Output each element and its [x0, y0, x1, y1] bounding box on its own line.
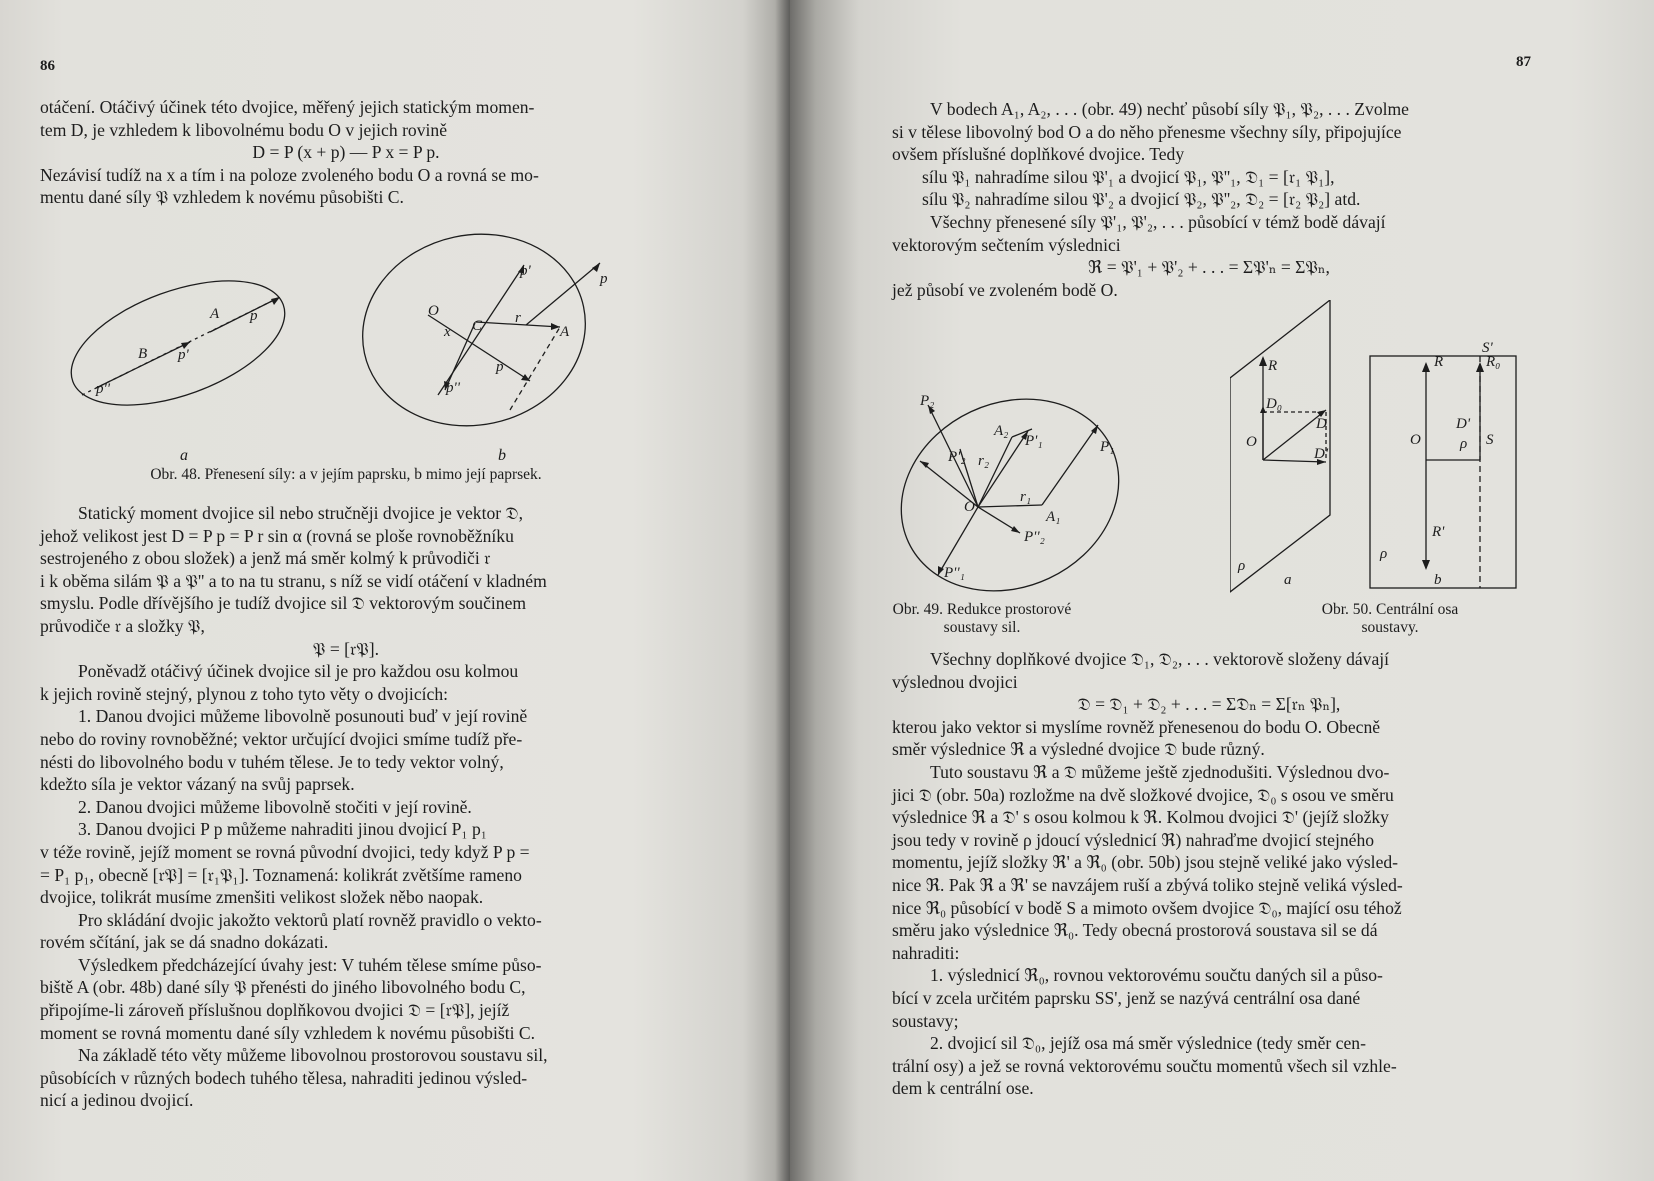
text-line: 1. výslednicí ℜ₀, rovnou vektorovému součtu daných sil a půso-: [930, 965, 1383, 986]
left-intro: [40, 96, 652, 209]
fig48a-label-A: A: [210, 306, 220, 322]
text-line: i k oběma silám 𝔓 a 𝔓'' a to na tu stranu, s níž se vidí otáčení v kladném: [40, 570, 547, 591]
text-line: momentu, jejíž složky ℜ' a ℜ₀ (obr. 50b) jsou stejně veliké jako výsled-: [892, 852, 1399, 873]
fig50a-label-D: D: [1316, 416, 1327, 432]
text-line: tem D, je vzhledem k libovolnému bodu O v jejich rovině: [40, 119, 448, 140]
formula-moment: D = P (x + p) — P x = P p.: [252, 142, 440, 163]
fig48a-label-p-prime: p': [178, 347, 189, 363]
fig48-sublabel-b: b: [498, 447, 506, 464]
text-line: Tuto soustavu ℜ a 𝔇 můžeme ještě zjednodušiti. Výslednou dvo-: [930, 761, 1390, 782]
fig50a-sublabel: a: [1284, 572, 1292, 588]
text-line: nebo do roviny rovnoběžné; vektor určující dvojici smíme tudíž pře-: [40, 728, 523, 749]
fig50b-sublabel: b: [1434, 572, 1442, 588]
fig48b-label-x: x: [444, 324, 451, 340]
text-line: Nezávisí tudíž na x a tím i na poloze zvoleného bodu O a rovná se mo-: [40, 164, 539, 185]
caption-line: soustavy.: [1361, 619, 1419, 636]
left-page: [0, 0, 790, 1181]
fig50b-label-R0: R₀: [1486, 354, 1501, 370]
formula-couple: 𝔇 = 𝔇₁ + 𝔇₂ + . . . = Σ𝔇ₙ = Σ[𝔯ₙ 𝔓ₙ],: [1077, 694, 1341, 715]
text-line: jsou tedy v rovině ρ jdoucí výslednicí ℜ) nahraďme dvojicí stejného: [892, 829, 1375, 850]
fig50b-label-S: S: [1486, 432, 1494, 448]
text-line: nicí a jedinou dvojicí.: [40, 1090, 194, 1111]
fig48b-label-O: O: [428, 303, 439, 319]
fig49-label-P2-double: P''₂: [1024, 529, 1045, 545]
text-line: sílu 𝔓₂ nahradíme silou 𝔓'₂ a dvojicí 𝔓₂, 𝔓''₂, 𝔇₂ = [𝔯₂ 𝔓₂] atd.: [922, 189, 1361, 210]
fig49-label-r2: r₂: [978, 453, 990, 469]
figure-48: [60, 215, 660, 440]
text-line: kdežto síla je vektor vázaný na svůj paprsek.: [40, 774, 355, 795]
fig50b-label-D-prime: D': [1456, 416, 1471, 432]
fig49-label-P1-double: P''₁: [944, 565, 965, 581]
fig49-label-O: O: [964, 499, 975, 515]
text-line: jež působí ve zvoleném bodě O.: [892, 279, 1118, 300]
text-line: si v tělese libovolný bod O a do něho přenesme všechny síly, připojujíce: [892, 121, 1402, 142]
text-line: Statický moment dvojice sil nebo stručněji dvojice je vektor 𝔇,: [78, 503, 523, 523]
text-line: rovém sčítání, jak se dá snadno dokázati.: [40, 932, 329, 953]
fig49-label-P2-prime: P'₂: [948, 449, 966, 465]
fig50b-label-rho: ρ: [1380, 546, 1388, 562]
text-line: V bodech A₁, A₂, . . . (obr. 49) nechť působí síly 𝔓₁, 𝔓₂, . . . Zvolme: [930, 99, 1409, 119]
text-line: směr výslednice ℜ a výsledné dvojice 𝔇 bude různý.: [892, 739, 1265, 760]
page-number-right: 87: [1516, 54, 1531, 70]
right-body: [892, 648, 1526, 1100]
fig49-label-P1: P₁: [1100, 439, 1115, 455]
text-line: jehož velikost jest D = P p = P r sin α (rovná se ploše rovnoběžníku: [40, 525, 514, 546]
fig48a-label-p: p: [250, 308, 258, 324]
text-line: nice ℜ₀ působící v bodě S a mimoto ovšem dvojice 𝔇₀, mající osu téhož: [892, 897, 1402, 918]
fig50b-label-rho-mid: ρ: [1460, 436, 1468, 452]
fig50b-label-R: R: [1434, 354, 1444, 370]
fig48b-label-p-lower: p: [496, 359, 504, 375]
fig48-sublabel-a: a: [180, 447, 188, 464]
fig50a-label-O: O: [1246, 434, 1257, 450]
fig50b-label-S-prime: S': [1482, 340, 1493, 356]
formula-product: 𝔓 = [𝔯𝔓].: [312, 638, 380, 659]
text-line: působících v různých bodech tuhého tělesa, nahraditi jedinou výsled-: [40, 1067, 528, 1088]
caption-line: soustavy sil.: [943, 619, 1021, 636]
right-intro: [892, 98, 1526, 301]
text-line: ovšem příslušné doplňkové dvojice. Tedy: [892, 144, 1185, 165]
text-line: 2. Danou dvojici můžeme libovolně stočiti v její rovině.: [78, 796, 472, 817]
text-line: připojíme-li zároveň příslušnou doplňkovou dvojici 𝔇 = [𝔯𝔓], jejíž: [40, 1000, 510, 1021]
text-line: 1. Danou dvojici můžeme libovolně posunouti buď v její rovině: [78, 706, 528, 727]
right-page: [790, 0, 1654, 1181]
fig50a-label-rho: ρ: [1238, 558, 1246, 574]
text-line: výslednou dvojici: [892, 671, 1018, 692]
fig50a-label-R: R: [1268, 358, 1278, 374]
fig48b-label-p-prime: p': [520, 263, 531, 279]
fig50a-label-D0: D₀: [1266, 396, 1283, 412]
page-number-left: 86: [40, 58, 55, 74]
text-line: = P₁ p₁, obecně [𝔯𝔓] = [𝔯₁𝔓₁]. Toznamená: kolikrát zvětšíme rameno: [40, 864, 522, 885]
text-line: Pro skládání dvojic jakožto vektorů platí rovněž pravidlo o vekto-: [78, 909, 542, 930]
plane-rho-b: [1370, 356, 1516, 588]
fig48a-label-p-double: p'': [96, 381, 110, 397]
text-line: průvodiče 𝔯 a složky 𝔓,: [40, 615, 205, 636]
ellipse-a: [60, 256, 301, 430]
formula-resultant: ℜ = 𝔓'₁ + 𝔓'₂ + . . . = Σ𝔓'ₙ = Σ𝔓ₙ,: [1088, 257, 1330, 278]
text-line: v téže rovině, jejíž moment se rovná původní dvojici, tedy když P p =: [40, 841, 530, 862]
text-line: trální osy) a jež se rovná vektorovému součtu momentů všech sil vzhle-: [892, 1055, 1397, 1076]
text-line: moment se rovná momentu dané síly vzhledem k novému působišti C.: [40, 1022, 535, 1043]
text-line: soustavy;: [892, 1010, 959, 1031]
figure-50: [1230, 300, 1570, 598]
text-line: Poněvadž otáčivý účinek dvojice sil je pro každou osu kolmou: [78, 661, 519, 682]
text-line: Na základě této věty můžeme libovolnou prostorovou soustavu sil,: [78, 1045, 548, 1066]
fig49-label-r1: r₁: [1020, 489, 1032, 505]
text-line: vektorovým sečtením výslednici: [892, 234, 1121, 255]
fig48a-label-B: B: [138, 346, 148, 362]
text-line: k jejich rovině stejný, plynou z toho tyto věty o dvojicích:: [40, 683, 449, 704]
text-line: nésti do libovolného bodu v tuhém tělese. Je to tedy vektor volný,: [40, 751, 504, 772]
fig48-caption: Obr. 48. Přenesení síly: a v jejím paprsku, b mimo její paprsek.: [150, 466, 542, 483]
text-line: Všechny doplňkové dvojice 𝔇₁, 𝔇₂, . . . vektorově složeny dávají: [930, 649, 1390, 669]
text-line: smyslu. Podle dřívějšího je tudíž dvojice sil 𝔇 vektorovým součinem: [40, 593, 527, 614]
text-line: 3. Danou dvojici P p můžeme nahraditi jinou dvojicí P₁ p₁: [78, 819, 487, 840]
text-line: sestrojeného z obou složek) a jenž má směr kolmý k průvodiči 𝔯: [40, 548, 491, 569]
fig49-label-A1: A₁: [1046, 509, 1061, 525]
text-line: kterou jako vektor si myslíme rovněž přenesenou do bodu O. Obecně: [892, 716, 1381, 737]
text-line: 2. dvojicí sil 𝔇₀, jejíž osa má směr výslednice (tedy směr cen-: [930, 1033, 1366, 1054]
left-body: [40, 502, 652, 1112]
fig49-caption: [852, 601, 1112, 637]
text-line: sílu 𝔓₁ nahradíme silou 𝔓'₁ a dvojicí 𝔓₁, 𝔓''₁, 𝔇₁ = [𝔯₁ 𝔓₁],: [922, 166, 1335, 187]
fig48b-label-A: A: [560, 324, 570, 340]
fig48b-label-C: C: [472, 318, 483, 334]
text-line: bící v zcela určitém paprsku SS', jenž se nazývá centrální osa dané: [892, 987, 1361, 1008]
text-line: dem k centrální ose.: [892, 1078, 1034, 1099]
fig50b-label-R-prime: R': [1432, 524, 1445, 540]
text-line: směru jako výslednice ℜ₀. Tedy obecná prostorová soustava sil se dá: [892, 920, 1378, 941]
text-line: jici 𝔇 (obr. 50a) rozložme na dvě složkové dvojice, 𝔇₀ s osou ve směru: [892, 784, 1394, 805]
fig50a-label-D-prime: D': [1314, 446, 1329, 462]
ellipse-49: [890, 395, 1130, 595]
text-line: mentu dané síly 𝔓 vzhledem k novému působišti C.: [40, 187, 404, 208]
fig49-label-A2: A₂: [994, 423, 1009, 439]
fig50-caption: [1270, 601, 1510, 637]
fig49-label-P2: P₂: [920, 395, 935, 409]
text-line: nice ℜ. Pak ℜ a ℜ' se navzájem ruší a zbývá toliko stejně veliká výsled-: [892, 874, 1403, 895]
text-line: Všechny přenesené síly 𝔓'₁, 𝔓'₂, . . . působící v témž bodě dávají: [930, 211, 1386, 232]
text-line: otáčení. Otáčivý účinek této dvojice, měřený jejich statickým momen-: [40, 97, 535, 117]
text-line: nahraditi:: [892, 942, 960, 963]
caption-line: Obr. 50. Centrální osa: [1321, 601, 1459, 618]
fig48b-label-p-double: p'': [446, 380, 460, 396]
text-line: Výsledkem předcházející úvahy jest: V tuhém tělese smíme půso-: [78, 954, 542, 975]
fig50b-label-O: O: [1410, 432, 1421, 448]
text-line: dvojice, tolikrát musíme zmenšiti velikost složek něbo naopak.: [40, 887, 484, 908]
text-line: biště A (obr. 48b) dané síly 𝔓 přenésti do jiného libovolného bodu C,: [40, 977, 526, 998]
figure-49: [890, 395, 1130, 595]
fig48b-label-r: r: [515, 310, 521, 326]
text-line: výslednice ℜ a 𝔇' s osou kolmou k ℜ. Kolmou dvojici 𝔇' (jejíž složky: [892, 807, 1389, 828]
fig49-label-P1-prime: P'₁: [1025, 433, 1043, 449]
fig48b-label-p: p: [600, 271, 608, 287]
caption-line: Obr. 49. Redukce prostorové: [892, 601, 1072, 618]
